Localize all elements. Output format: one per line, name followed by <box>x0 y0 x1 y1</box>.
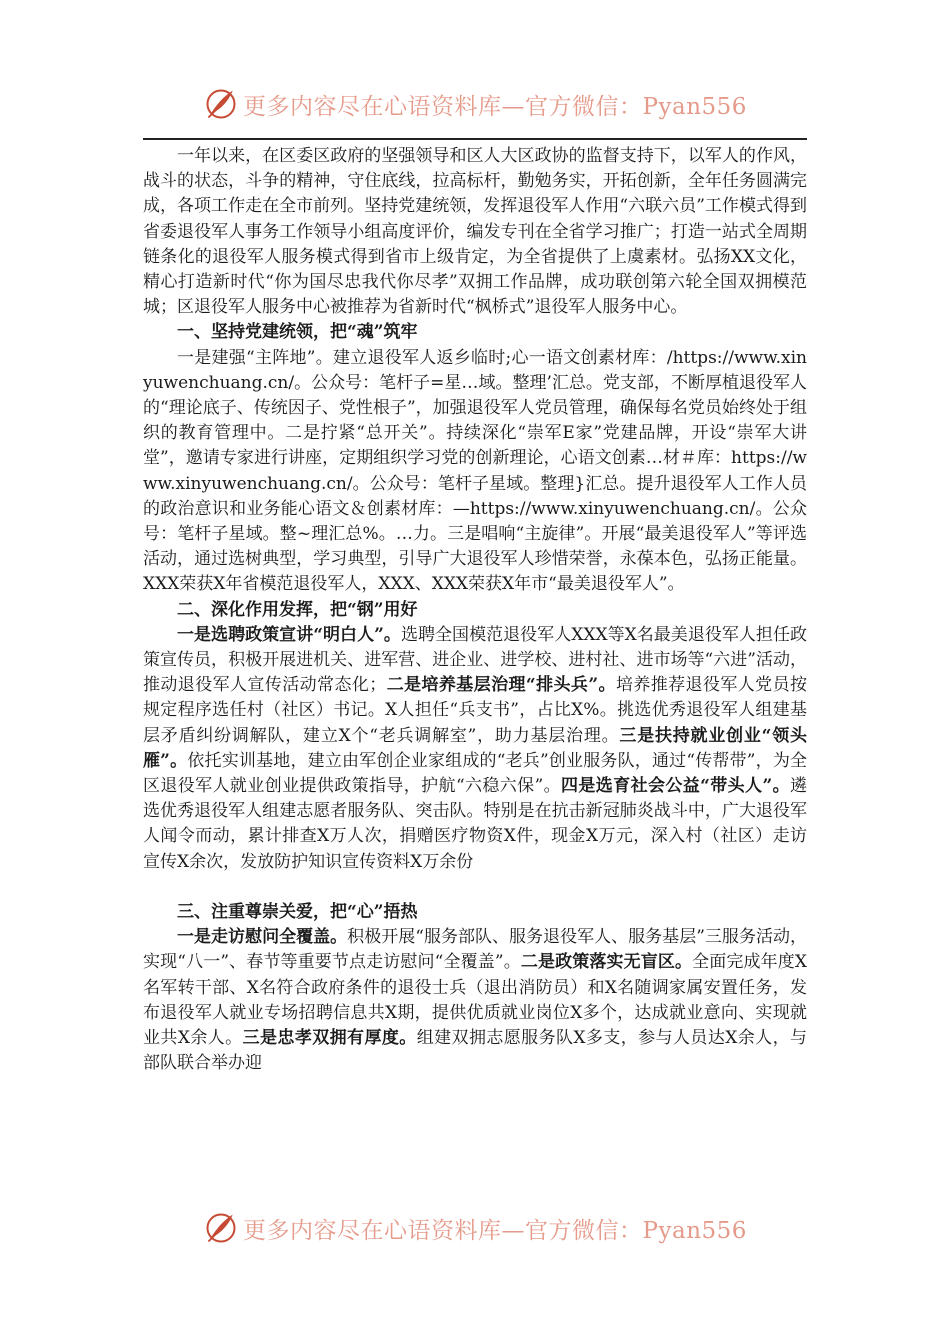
body-paragraph <box>143 925 807 1076</box>
bold-lead-phrase: 一是走访慰问全覆盖。 <box>177 927 348 948</box>
bold-lead-phrase: 二、深化作用发挥，把“钢”用好 <box>177 599 418 620</box>
body-paragraph <box>143 623 807 875</box>
paragraph-text: 依托实训基地，建立由军创企业家组成的“老兵”创业服务队，通过“传帮带”，为全区退役军人就业创业提供政策指导，护航“六稳六保”。 <box>143 750 808 797</box>
bold-lead-phrase: 二是培养基层治理“排头兵”。 <box>386 675 616 696</box>
footer-banner <box>0 1208 950 1248</box>
feather-pen-logo-icon <box>203 1210 239 1246</box>
header-banner-text: 更多内容尽在心语资料库—官方微信：Pyan556 <box>243 93 747 120</box>
body-paragraph <box>143 144 807 320</box>
bold-lead-phrase: 三是忠孝双拥有厚度。 <box>242 1027 417 1048</box>
bold-lead-phrase: 一、坚持党建统领，把“魂”筑牢 <box>177 322 418 343</box>
bold-lead-phrase: 三、注重尊崇关爱，把“心”捂热 <box>177 901 418 922</box>
section-heading <box>143 320 807 345</box>
bold-lead-phrase: 一是选聘政策宣讲“明白人”。 <box>177 624 401 645</box>
document-body <box>143 144 807 1076</box>
feather-pen-logo-icon <box>203 86 239 122</box>
paragraph-text: 一是建强“主阵地”。建立退役军人返乡临时;心一语文创素材库：/https://www.xinyuwenchuang.cn/。公众号：笔杆子=星…域。整理’汇总。党支部，不断厚植退役军人的“理论底子、传统因子、党性根子”，加强退役军人党员管理，确保每名党员始终处于组织的教育管理中。二是拧紧“总开关”。持续深化“崇军E家”党建品牌，开设“崇军大讲堂”，邀请专家进行讲座，定期组织学习党的创新理论，心语文创素…材＃库：https://www.xinyuwenchuang.cn/。公众号：笔杆子星域。整理}汇总。提升退役军人工作人员的政治意识和业务能心语文＆创素材库：—https://www.xinyuwenchuang.cn/。公众号：笔杆子星域。整~理汇总%。…力。三是唱响“主旋律”。开展“最美退役军人”等评选活动，通过选树典型，学习典型，引导广大退役军人珍惜荣誉，永葆本色，弘扬正能量。XXX荣获X年省模范退役军人，XXX、XXX荣获X年市“最美退役军人”。 <box>143 347 807 595</box>
paragraph-text: 遴选优秀退役军人组建志愿者服务队、突击队。特别是在抗击新冠肺炎战斗中，广大退役军人闻令而动，累计排查X万人次，捐赠医疗物资X件，现金X万元，深入村（社区）走访宣传X余次，发放防护知识宣传资料X万余份 <box>143 776 807 872</box>
paragraph-text: 一年以来，在区委区政府的坚强领导和区人大区政协的监督支持下，以军人的作风，战斗的状态，斗争的精神，守住底线，拉高标杆，勤勉务实，开拓创新，全年任务圆满完成，各项工作走在全市前列。坚持党建统领，发挥退役军人作用“六联六员”工作模式得到省委退役军人事务工作领导小组高度评价，编发专刊在全省学习推广；打造一站式全周期链条化的退役军人服务模式得到省市上级肯定，为全省提供了上虞素材。弘扬XX文化，精心打造新时代“你为国尽忠我代你尽孝”双拥工作品牌，成功联创第六轮全国双拥模范城；区退役军人服务中心被推荐为省新时代“枫桥式”退役军人服务中心。 <box>143 146 807 318</box>
section-heading <box>143 598 807 623</box>
bold-lead-phrase: 三是扶持就业创业“领头雁”。 <box>143 725 808 771</box>
paragraph-text: 积极开展“服务部队、服务退役军人、服务基层”三服务活动，实现“八一”、春节等重要节点走访慰问“全覆盖”。 <box>143 927 807 973</box>
bold-lead-phrase: 四是选育社会公益“带头人”。 <box>561 776 790 797</box>
header-banner <box>0 84 950 124</box>
paragraph-text: 培养推荐退役军人党员按规定程序选任村（社区）书记。X人担任“兵支书”，占比X%。挑选优秀退役军人组建基层矛盾纠纷调解队，建立X个“老兵调解室”，助力基层治理。 <box>143 675 807 746</box>
body-paragraph <box>143 346 807 598</box>
paragraph-text: 全面完成年度X名军转干部、X名符合政府条件的退役士兵（退出消防员）和X名随调家属安置任务，发布退役军人就业专场招聘信息共X期，提供优质就业岗位X多个，达成就业意向、实现就业共X余人。 <box>143 952 807 1048</box>
paragraph-text: 组建双拥志愿服务队X多支，参与人员达X余人，与部队联合举办迎 <box>143 1027 807 1074</box>
paragraph-text: 选聘全国模范退役军人XXX等X名最美退役军人担任政策宣传员，积极开展进机关、进军营、进企业、进学校、进村社、进市场等“六进”活动，推动退役军人宣传活动常态化； <box>143 624 807 696</box>
header-divider <box>143 138 807 140</box>
bold-lead-phrase: 二是政策落实无盲区。 <box>520 952 693 973</box>
footer-banner-text: 更多内容尽在心语资料库—官方微信：Pyan556 <box>243 1217 747 1244</box>
section-heading <box>143 900 807 925</box>
